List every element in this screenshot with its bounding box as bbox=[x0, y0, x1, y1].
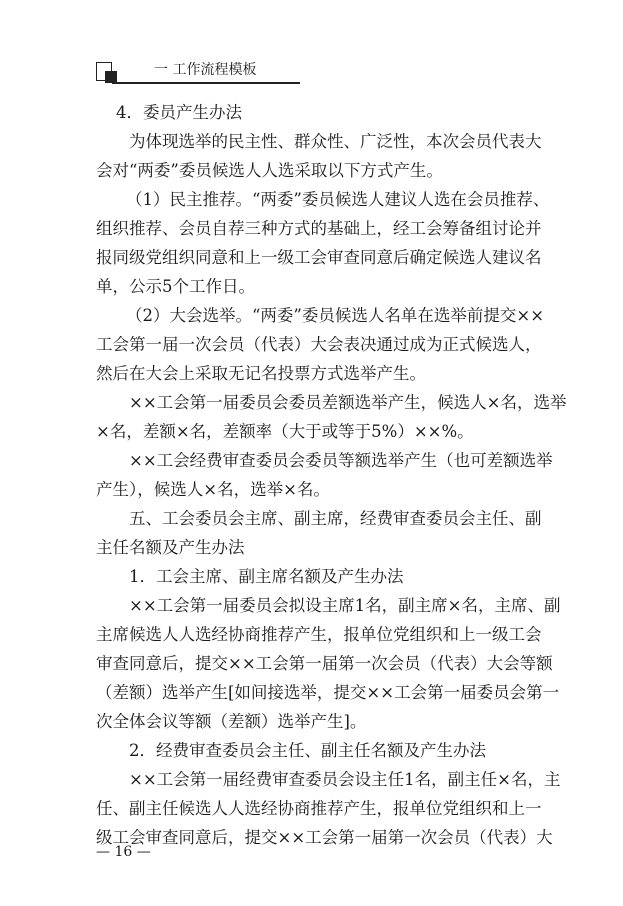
page-number: — 16 — bbox=[96, 844, 151, 860]
text-line: 为体现选举的民主性、群众性、广泛性，本次会员代表大 bbox=[129, 132, 542, 151]
running-header bbox=[96, 62, 300, 84]
text-line: ×名，差额×名，差额率（大于或等于5%）××%。 bbox=[96, 422, 474, 441]
text-line: 任、副主任候选人人选经协商推荐产生，报单位党组织和上一 bbox=[96, 799, 542, 818]
text-line: 1．工会主席、副主席名额及产生办法 bbox=[129, 567, 404, 586]
text-line: 单，公示5个工作日。 bbox=[96, 277, 255, 296]
text-line: ××工会经费审查委员会委员等额选举产生（也可差额选举 bbox=[129, 451, 553, 470]
text-line: 级工会审查同意后，提交××工会第一届第一次会员（代表）大 bbox=[96, 828, 553, 847]
text-line: 工会第一届一次会员（代表）大会表决通过成为正式候选人， bbox=[96, 335, 542, 354]
document-body bbox=[96, 98, 567, 852]
text-line: 主席候选人人选经协商推荐产生，报单位党组织和上一级工会 bbox=[96, 625, 542, 644]
text-line: 五、工会委员会主席、副主席，经费审查委员会主任、副 bbox=[129, 509, 542, 528]
header-rule bbox=[112, 82, 300, 84]
text-line: （2）大会选举。“两委”委员候选人名单在选举前提交×× bbox=[126, 306, 545, 325]
text-line: （1）民主推荐。“两委”委员候选人建议人选在会员推荐、 bbox=[126, 190, 550, 209]
text-line: 审查同意后，提交××工会第一届第一次会员（代表）大会等额 bbox=[96, 654, 553, 673]
text-line: 报同级党组织同意和上一级工会审查同意后确定候选人建议名 bbox=[96, 248, 542, 267]
text-line: （差额）选举产生[如间接选举，提交××工会第一届委员会第一 bbox=[96, 683, 560, 702]
text-line: ××工会第一届委员会委员差额选举产生，候选人×名，选举 bbox=[129, 393, 567, 412]
text-line: 会对“两委”委员候选人人选采取以下方式产生。 bbox=[96, 161, 443, 180]
text-line: 产生），候选人×名，选举×名。 bbox=[96, 480, 330, 499]
text-line: 次全体会议等额（差额）选举产生]。 bbox=[96, 712, 367, 731]
header-title: 一 工作流程模板 bbox=[154, 62, 257, 78]
text-line: 4．委员产生办法 bbox=[116, 103, 242, 122]
text-line: ××工会第一届委员会拟设主席1名，副主席×名，主席、副 bbox=[129, 596, 561, 615]
text-line: ××工会第一届经费审查委员会设主任1名，副主任×名，主 bbox=[129, 770, 561, 789]
text-line: 组织推荐、会员自荐三种方式的基础上，经工会筹备组讨论并 bbox=[96, 219, 542, 238]
text-line: 2．经费审查委员会主任、副主任名额及产生办法 bbox=[129, 741, 486, 760]
text-line: 然后在大会上采取无记名投票方式选举产生。 bbox=[96, 364, 426, 383]
text-line: 主任名额及产生办法 bbox=[96, 538, 245, 557]
